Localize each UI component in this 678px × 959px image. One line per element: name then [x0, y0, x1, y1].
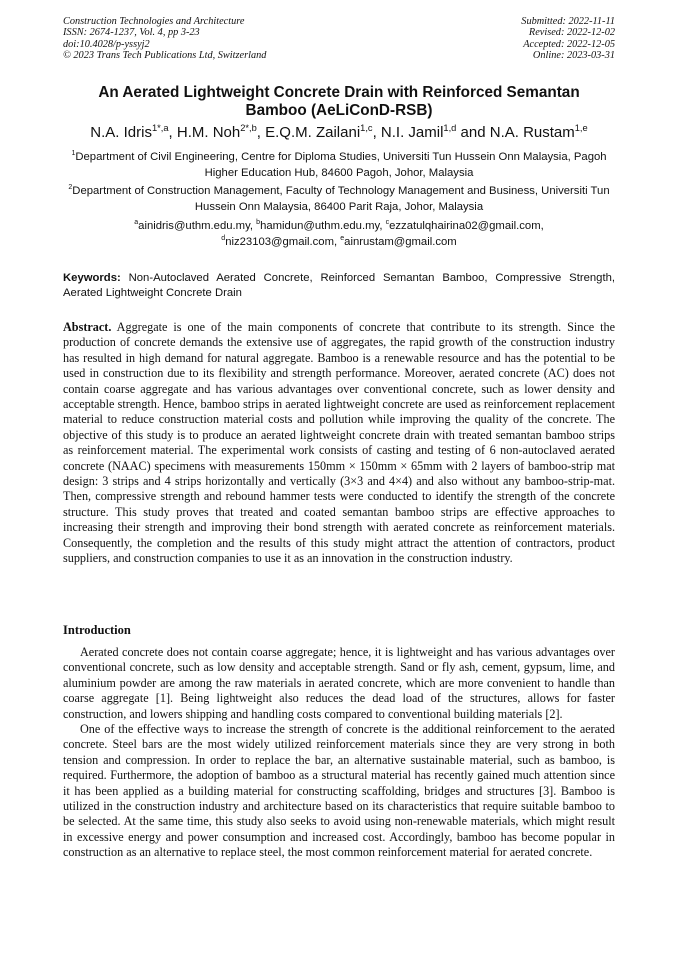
abstract-label: Abstract.	[63, 320, 112, 334]
author-affiliation-mark: 1*,a	[151, 123, 169, 133]
author-emails	[63, 219, 615, 250]
author-affiliation-mark: 1,d	[443, 123, 457, 133]
author-name: N.A. Idris	[90, 124, 152, 141]
title-line-2: Bamboo (AeLiConD-RSB)	[245, 102, 433, 119]
affiliation-mark: 2	[68, 184, 73, 192]
email-mark: d	[221, 234, 226, 242]
journal-info	[63, 16, 266, 61]
introduction-body	[63, 645, 615, 861]
author-list	[40, 124, 638, 142]
author-affiliation-mark: 1,c	[360, 123, 373, 133]
email-address[interactable]: ainrustam@gmail.com	[344, 235, 457, 248]
affiliation-text: Department of Construction Management, Faculty of Technology Management and Business, Universiti Tun Hussein Onn Malaysia, 86400 Parit Raja, Johor, Malaysia	[72, 185, 610, 213]
journal-name: Construction Technologies and Architecture	[63, 16, 245, 27]
affiliation-mark: 1	[71, 150, 76, 158]
paragraph: Aerated concrete does not contain coarse aggregate; hence, it is lightweight and has various advantages over conventional concrete, such as low density and acceptable strength. Sand or fly ash, cement, gypsum, lime, and aluminium powder are among the raw materials in aerated concrete, which are more convenient to handle than coarse aggregate [1]. Being lightweight also reduces the dead load of the structures, allows for faster construction, and lowers shipping and handling costs compared to conventional building materials [2].	[63, 645, 615, 721]
email-mark: e	[340, 234, 345, 242]
keywords-text: Non-Autoclaved Aerated Concrete, Reinforced Semantan Bamboo, Compressive Strength, Aerated Lightweight Concrete Drain	[63, 272, 615, 300]
email-mark: b	[256, 219, 261, 227]
online-date: Online: 2023-03-31	[532, 49, 615, 61]
email-address[interactable]: hamidun@uthm.edu.my,	[260, 220, 386, 232]
email-address[interactable]: niz23103@gmail.com,	[225, 235, 341, 248]
email-address[interactable]: ezzatulqhairina02@gmail.com,	[389, 220, 544, 232]
affiliation-1	[63, 150, 615, 181]
submission-dates	[521, 16, 615, 61]
author-name: H.M. Noh	[176, 124, 241, 141]
affiliation-2	[63, 184, 615, 215]
abstract	[63, 320, 615, 567]
keywords-label: Keywords:	[63, 272, 121, 284]
keywords	[63, 271, 615, 302]
issn-volume: ISSN: 2674-1237, Vol. 4, pp 3-23	[63, 27, 200, 39]
email-address[interactable]: ainidris@uthm.edu.my,	[138, 220, 257, 232]
revised-date: Revised: 2022-12-02	[528, 27, 615, 39]
abstract-text: Aggregate is one of the main components of concrete that contribute to its strength. Since the production of concrete demands the extensive use of aggregates, the rapid growth of the construction industry has resulted in high demand for natural aggregate. Bamboo is a renewable resource and has the potential to be used in construction due to its flexibility and strength performance. Moreover, aerated concrete (AC) does not contain coarse aggregate and has various advantages over conventional concrete, such as lower density and acceptable strength. Hence, bamboo strips in aerated lightweight concrete are used as reinforcement replacement material to reduce construction material costs and pollution while improving the quality of the concrete. The objective of this study is to produce an aerated lightweight concrete drain with treated semantan bamboo strips as reinforcement material. The experimental work consists of casting and testing of 6 non-autoclaved aerated concrete (NAAC) specimens with measurements 150mm × 150mm × 65mm with 2 layers of bamboo-strip mat design: 3 strips and 4 strips horizontally and vertically (3×3 and 4×4) and also without any bamboo-strip-mat. Then, compressive strength and rebound hammer tests were conducted to identify the strength of the concrete structure. This study proves that treated and coated semantan bamboo strips are effective approaches to increasing their strength and improving their bond strength with aerated concrete as reinforcement materials. Consequently, the completion and the results of this study might attract the attention of contractors, product suppliers, and construction companies to use it as an innovation in the construction industry.	[63, 320, 615, 566]
author-affiliation-mark: 1,e	[574, 123, 588, 133]
author-name: N.I. Jamil	[380, 124, 444, 141]
title-line-1: An Aerated Lightweight Concrete Drain with Reinforced Semantan	[98, 84, 580, 101]
author-separator: ,	[256, 124, 266, 141]
email-mark: c	[385, 219, 390, 227]
paragraph: One of the effective ways to increase the strength of concrete is the additional reinforcement to the aerated concrete. Steel bars are the most widely utilized reinforcement materials since they are very strong in both tension and compression. In order to replace the bar, an alternative sustainable material, such as bamboo, is required. Furthermore, the adoption of bamboo as a structural material has recently gained much attention since it has been applied as a building material for constructing scaffolding, bridges and structures [3]. Bamboo is utilized in the construction industry and architecture based on its characteristics that require suitable bamboo to be selected. At the same time, this study also seeks to avoid using non-renewable materials, which might result in excessive energy and power consumption and increased cost. Accordingly, bamboo has become popular in construction as an alternative to replace steel, the most common reinforcement material for aerated concrete.	[63, 722, 615, 860]
author-separator: ,	[372, 124, 381, 141]
section-heading-introduction: Introduction	[63, 623, 131, 637]
submitted-date: Submitted: 2022-11-11	[521, 16, 615, 27]
author-separator: ,	[168, 124, 177, 141]
email-mark: a	[134, 219, 139, 227]
doi-link[interactable]: doi:10.4028/p-yssyj2	[63, 38, 150, 50]
author-name: N.A. Rustam	[489, 124, 575, 141]
affiliation-text: Department of Civil Engineering, Centre for Diploma Studies, Universiti Tun Hussein Onn Malaysia, Pagoh Higher Education Hub, 84600 Pagoh, Johor, Malaysia	[75, 151, 607, 179]
author-name: E.Q.M. Zailani	[265, 124, 361, 141]
accepted-date: Accepted: 2022-12-05	[523, 38, 615, 50]
author-affiliation-mark: 2*,b	[240, 123, 257, 133]
copyright: © 2023 Trans Tech Publications Ltd, Switzerland	[63, 49, 267, 61]
author-separator: and	[456, 124, 490, 141]
paper-title	[70, 84, 608, 120]
